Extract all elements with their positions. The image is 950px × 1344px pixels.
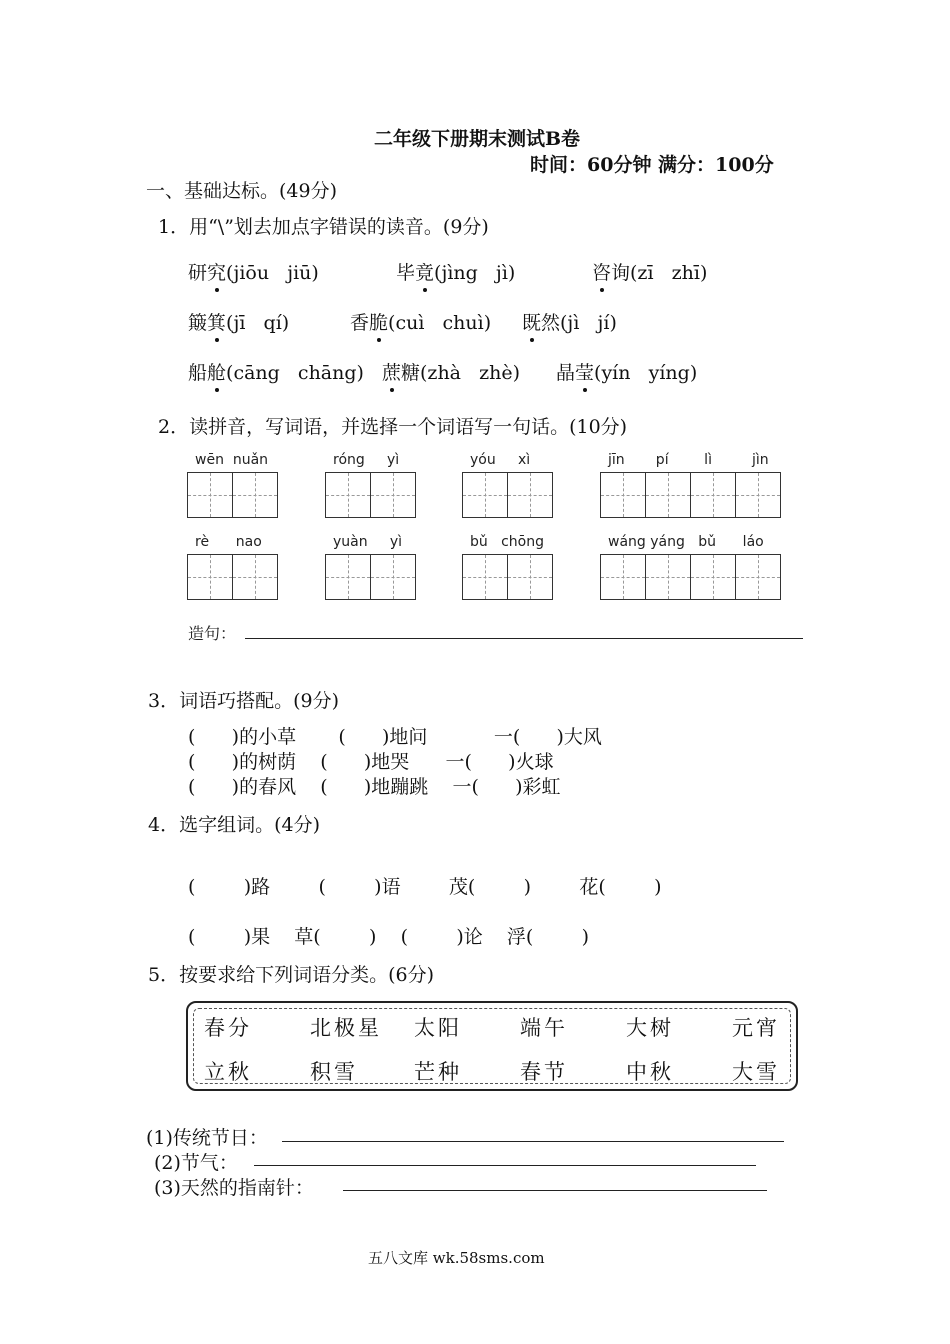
category-word: 北极星 (310, 1016, 382, 1040)
q1-item-prefix: 香 (350, 312, 370, 334)
answer-line-solar-term[interactable] (254, 1165, 756, 1166)
pinyin-label: wēn nuǎn (195, 452, 269, 468)
writing-cell[interactable] (187, 554, 233, 600)
q5-heading: 5．按要求给下列词语分类。(6分) (148, 964, 435, 986)
q1-item[interactable] (188, 308, 289, 335)
category-word: 元宵 (732, 1016, 780, 1040)
footer-watermark: 五八文库 wk.58sms.com (368, 1249, 545, 1267)
q3-line: ( )的小草 ( )地问 一( )大风 (188, 726, 602, 748)
writing-cell[interactable] (690, 554, 736, 600)
writing-cell[interactable] (735, 554, 781, 600)
writing-cell[interactable] (462, 472, 508, 518)
q1-item-prefix: 船 (188, 362, 208, 384)
category-word: 太阳 (414, 1016, 462, 1040)
q1-item-pinyin: 然(jì jí) (541, 312, 617, 334)
category-word: 中秋 (626, 1060, 674, 1084)
writing-cell[interactable] (600, 472, 646, 518)
q1-item[interactable] (382, 358, 520, 385)
answer-label-compass: (3)天然的指南针： (154, 1177, 314, 1199)
dotted-character: 究 (207, 258, 226, 285)
sentence-label: 造句： (188, 624, 237, 643)
pinyin-label: jīn pí lì jìn (608, 452, 769, 468)
q4-line: ( )路 ( )语 茂( ) 花( ) (188, 876, 662, 898)
writing-grid (600, 472, 781, 518)
q3-line: ( )的树荫 ( )地哭 一( )火球 (188, 751, 554, 773)
section-1-heading: 一、基础达标。(49分) (146, 180, 338, 202)
writing-cell[interactable] (645, 472, 691, 518)
q1-item-prefix: 毕 (396, 262, 416, 284)
category-word: 积雪 (310, 1060, 358, 1084)
q1-item-prefix: 晶 (556, 362, 576, 384)
writing-cell[interactable] (325, 472, 371, 518)
q1-item-pinyin: (jī qí) (226, 312, 290, 334)
q1-item[interactable] (556, 358, 697, 385)
q1-item-pinyin: (jìng jì) (434, 262, 516, 284)
category-word: 芒种 (414, 1060, 462, 1084)
q1-item[interactable] (522, 308, 617, 335)
q1-item[interactable] (396, 258, 515, 285)
writing-grid (462, 554, 553, 600)
writing-cell[interactable] (325, 554, 371, 600)
dotted-character: 竟 (415, 258, 434, 285)
pinyin-label: róng yì (333, 452, 400, 468)
q4-line: ( )果 草( ) ( )论 浮( ) (188, 926, 590, 948)
q1-item-pinyin: (cuì chuì) (388, 312, 492, 334)
pinyin-label: bǔ chōng (470, 534, 545, 550)
q1-item[interactable] (592, 258, 707, 285)
writing-grid (325, 472, 416, 518)
word-box (186, 1001, 798, 1091)
category-word: 大树 (626, 1016, 674, 1040)
dotted-character: 舱 (207, 358, 226, 385)
exam-meta: 时间：60分钟 满分：100分 (530, 154, 774, 176)
q1-item-prefix: 研 (188, 262, 208, 284)
answer-line-compass[interactable] (343, 1190, 767, 1191)
writing-cell[interactable] (187, 472, 233, 518)
writing-grid (187, 554, 278, 600)
dotted-character: 箕 (207, 308, 226, 335)
writing-grid (187, 472, 278, 518)
answer-line-festival[interactable] (282, 1141, 784, 1142)
answer-label-solar-term: (2)节气： (154, 1152, 238, 1174)
pinyin-label: yóu xì (470, 452, 531, 468)
q2-heading: 2．读拼音，写词语，并选择一个词语写一句话。(10分) (158, 416, 628, 438)
category-word: 立秋 (204, 1060, 252, 1084)
category-word: 大雪 (732, 1060, 780, 1084)
page-title: 二年级下册期末测试B卷 (374, 128, 581, 150)
q1-heading: 1．用“\”划去加点字错误的读音。(9分) (158, 216, 489, 238)
answer-label-festival: (1)传统节日： (146, 1127, 268, 1149)
q1-item-prefix: 簸 (188, 312, 208, 334)
category-word: 端午 (520, 1016, 568, 1040)
q1-item-pinyin: 糖(zhà zhè) (401, 362, 521, 384)
q3-line: ( )的春风 ( )地蹦跳 一( )彩虹 (188, 776, 561, 798)
pinyin-label: wáng yáng bǔ láo (608, 534, 764, 550)
sentence-line[interactable] (245, 638, 803, 639)
writing-cell[interactable] (370, 472, 416, 518)
dotted-character: 脆 (369, 308, 388, 335)
q1-item-pinyin: (yín yíng) (594, 362, 698, 384)
writing-cell[interactable] (507, 472, 553, 518)
dotted-character: 既 (522, 308, 541, 335)
q1-item-pinyin: (jiōu jiū) (226, 262, 319, 284)
writing-cell[interactable] (370, 554, 416, 600)
pinyin-label: rè nao (195, 534, 262, 550)
writing-grid (325, 554, 416, 600)
writing-cell[interactable] (690, 472, 736, 518)
writing-grid (462, 472, 553, 518)
q4-heading: 4．选字组词。(4分) (148, 814, 321, 836)
dotted-character: 蔗 (382, 358, 401, 385)
dotted-character: 莹 (575, 358, 594, 385)
category-word: 春节 (520, 1060, 568, 1084)
writing-cell[interactable] (735, 472, 781, 518)
q1-item[interactable] (350, 308, 491, 335)
writing-cell[interactable] (232, 554, 278, 600)
dotted-character: 咨 (592, 258, 611, 285)
category-word: 春分 (204, 1016, 252, 1040)
writing-cell[interactable] (600, 554, 646, 600)
q3-heading: 3．词语巧搭配。(9分) (148, 690, 340, 712)
writing-cell[interactable] (645, 554, 691, 600)
writing-cell[interactable] (462, 554, 508, 600)
q1-item-pinyin: 询(zī zhī) (611, 262, 708, 284)
q1-item[interactable] (188, 258, 319, 285)
writing-cell[interactable] (232, 472, 278, 518)
writing-cell[interactable] (507, 554, 553, 600)
q1-item-pinyin: (cāng chāng) (226, 362, 364, 384)
pinyin-label: yuàn yì (333, 534, 403, 550)
q1-item[interactable] (188, 358, 364, 385)
writing-grid (600, 554, 781, 600)
